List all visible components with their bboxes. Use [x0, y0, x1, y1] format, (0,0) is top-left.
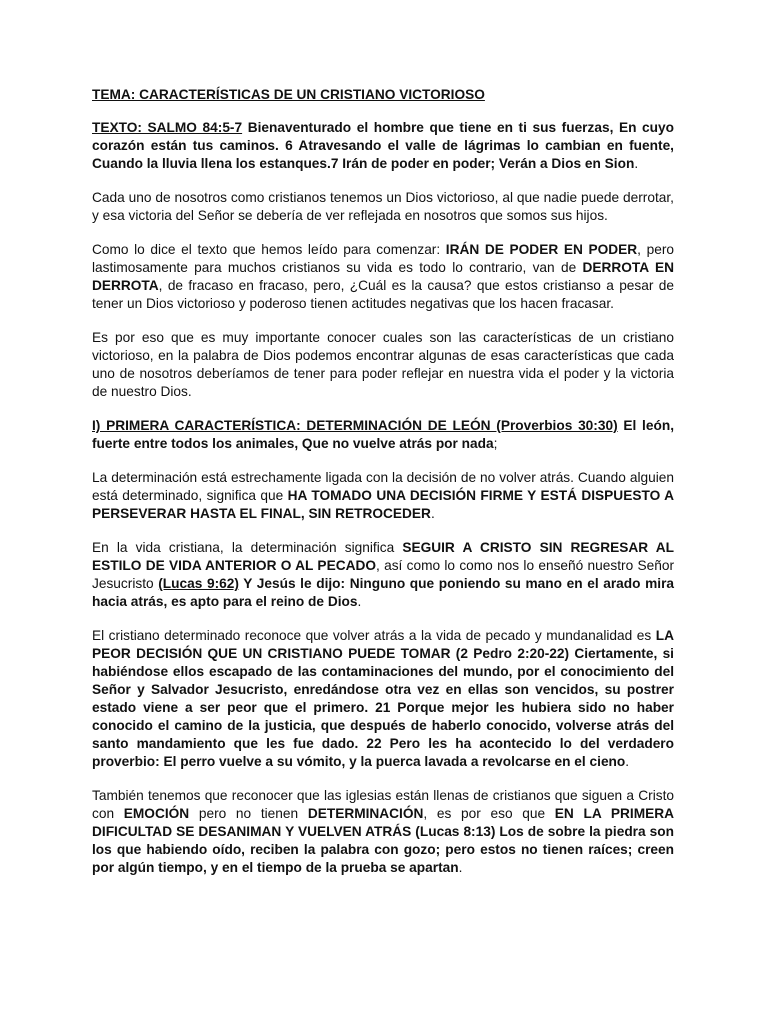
text-span: , es por eso que — [423, 806, 555, 821]
bold-span: HA TOMADO UNA DECISIÓN FIRME Y ESTÁ DISPUESTO A PERSEVERAR HASTA EL FINAL, SIN RETROCEDER — [92, 488, 674, 521]
text-span: . — [430, 506, 435, 521]
bold-span: DETERMINACIÓN — [307, 806, 424, 821]
proverbios-quote: El león, fuerte entre todos los animales, Que no vuelve atrás por nada — [92, 418, 674, 451]
text-span: . — [625, 754, 630, 769]
paragraph-texto — [92, 119, 674, 173]
bold-span: LA PEOR DECISIÓN QUE UN CRISTIANO PUEDE TOMAR (2 Pedro 2:20-22) Ciertamente, si habiéndose ellos escapado de las contaminaciones del mundo, por el conocimiento del Señor y Salvador Jesucristo, enredándose otra vez en ellas son vencidos, su postrer estado viene a ser peor que el primero. 21 Porque mejor les hubiera sido no haber conocido el camino de la justicia, que después de haberlo conocido, volverse atrás del santo mandamiento que les fue dado. 22 Pero les ha acontecido lo del verdadero proverbio: El perro vuelve a su vómito, y la puerca lavada a revolcarse en el cieno — [92, 628, 674, 769]
bold-span: Y Jesús le dijo: Ninguno que poniendo su mano en el arado mira hacia atrás, es apto para el reino de Dios — [92, 576, 675, 609]
text-span: . — [458, 860, 463, 875]
text-span: , así como lo como nos lo enseñó nuestro Señor Jesucristo — [92, 558, 674, 591]
paragraph-intro: Cada uno de nosotros como cristianos tenemos un Dios victorioso, al que nadie puede derrotar, y esa victoria del Señor se debería de ver reflejada en nosotros que somos sus hijos. — [92, 190, 674, 223]
paragraph-poder — [92, 241, 674, 313]
bold-span: SEGUIR A CRISTO SIN REGRESAR AL ESTILO DE VIDA ANTERIOR O AL PECADO — [92, 540, 674, 573]
paragraph-importancia: Es por eso que es muy importante conocer cuales son las características de un cristiano victorioso, en la palabra de Dios podemos encontrar algunas de esas características que cada uno de nosotros deberíamos de tener para poder reflejar en nuestra vida el poder y la victoria de nuestro Dios. — [92, 330, 674, 399]
text-span: También tenemos que reconocer que las iglesias están llenas de cristianos que siguen a Cristo con — [92, 788, 674, 821]
texto-label: TEXTO: SALMO 84:5-7 — [92, 120, 243, 135]
paragraph-vida-cristiana — [92, 539, 674, 611]
document-page — [92, 86, 674, 877]
bold-span: EN LA PRIMERA DIFICULTAD SE DESANIMAN Y VUELVEN ATRÁS (Lucas 8:13) Los de sobre la piedra son los que habiendo oído, reciben la palabra con gozo; pero estos no tienen raíces; creen por algún tiempo, y en el tiempo de la prueba se apartan — [92, 806, 674, 875]
lucas-reference: (Lucas 9:62) — [158, 576, 239, 591]
bold-span: IRÁN DE PODER EN PODER — [445, 242, 638, 257]
bold-span: EMOCIÓN — [123, 806, 190, 821]
paragraph-determinacion — [92, 469, 674, 523]
text-span: , pero lastimosamente para muchos cristianos su vida es todo lo contrario, van de — [92, 242, 674, 275]
heading-end: ; — [493, 436, 498, 451]
bold-span: DERROTA EN DERROTA — [92, 260, 674, 293]
salmo-quote: Bienaventurado el hombre que tiene en ti sus fuerzas, En cuyo corazón están tus caminos. 6 Atravesando el valle de lágrimas lo cambian en fuente, Cuando la lluvia llena los estanques.7 Irán de poder en poder; Verán a Dios en Sion — [92, 120, 674, 171]
heading-text: I) PRIMERA CARACTERÍSTICA: DETERMINACIÓN DE LEÓN (Proverbios 30:30) — [92, 418, 618, 433]
text-span: La determinación está estrechamente ligada con la decisión de no volver atrás. Cuando alguien está determinado, significa que — [92, 470, 674, 503]
document-title: TEMA: CARACTERÍSTICAS DE UN CRISTIANO VICTORIOSO — [92, 87, 485, 102]
text-span: , de fracaso en fracaso, pero, ¿Cuál es la causa? que estos cristianso a pesar de tener un Dios victorioso y poderoso tienen actitudes negativas que los hacen fracasar. — [92, 278, 674, 311]
paragraph-emocion — [92, 787, 674, 877]
text-span: El cristiano determinado reconoce que volver atrás a la vida de pecado y mundanalidad es — [92, 628, 656, 643]
section-heading-primera — [92, 417, 674, 453]
text-span: En la vida cristiana, la determinación significa — [92, 540, 403, 555]
text-span: . — [357, 594, 362, 609]
text-span: Como lo dice el texto que hemos leído para comenzar: — [92, 242, 446, 257]
paragraph-cristiano-determinado — [92, 627, 674, 771]
salmo-end: . — [634, 156, 639, 171]
text-span: pero no tienen — [189, 806, 308, 821]
